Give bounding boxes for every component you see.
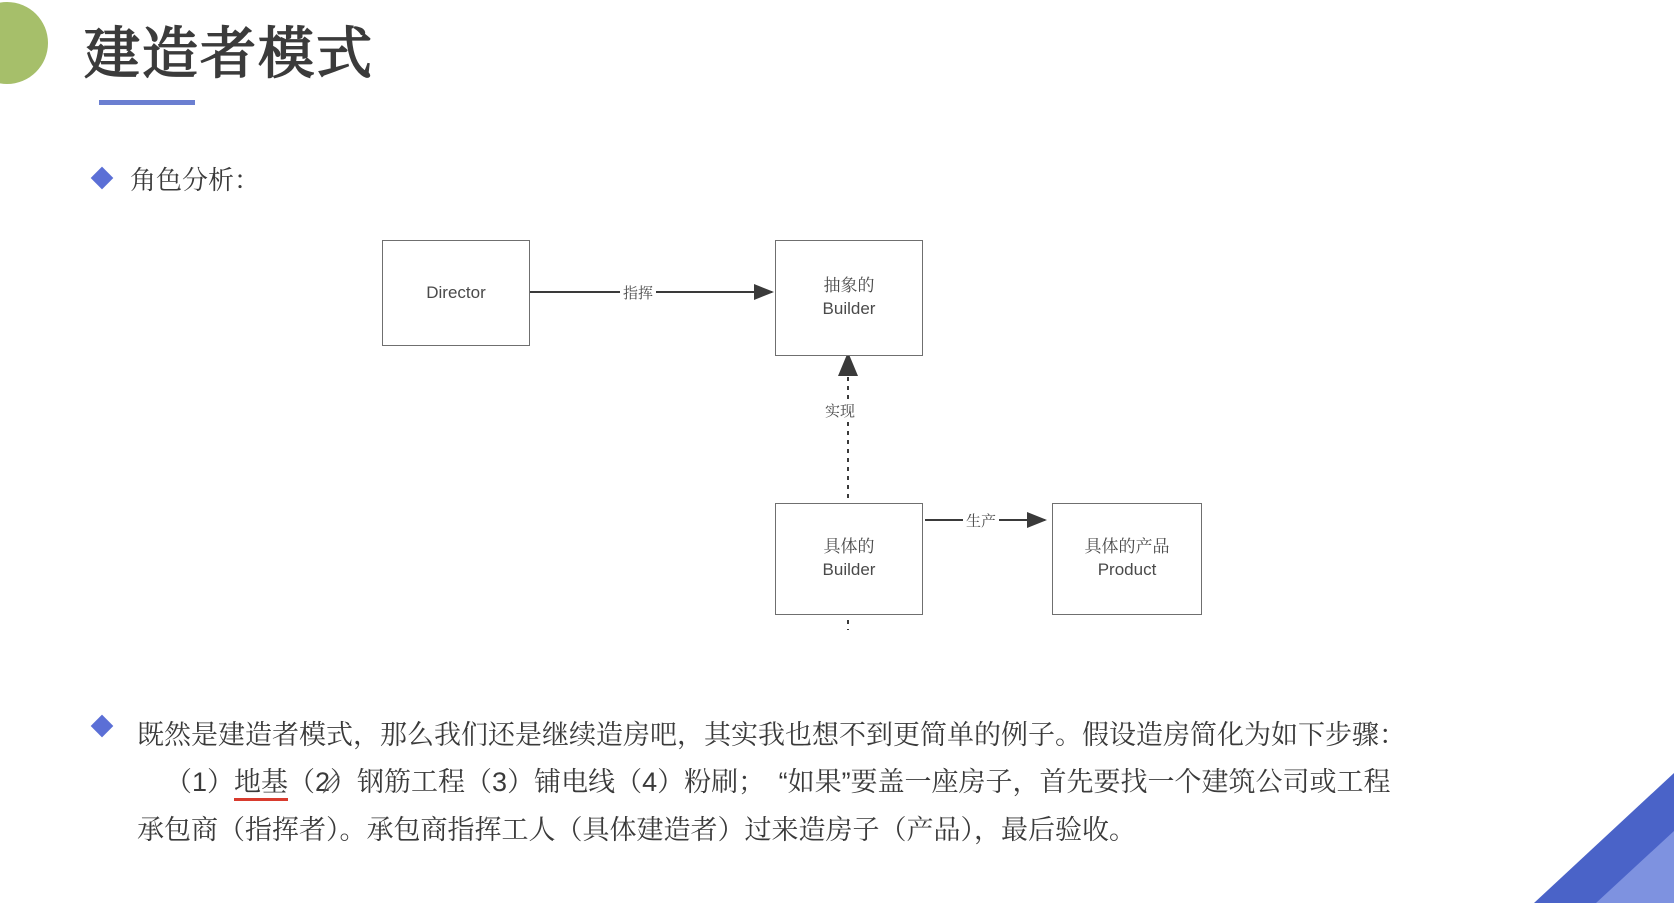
edge-label-implement: 实现	[822, 400, 858, 421]
node-concrete-builder-line-2: Builder	[822, 560, 876, 579]
page-title: 建造者模式	[84, 22, 374, 85]
node-director-line-1: Director	[426, 282, 486, 302]
node-concrete-builder-line-1: 具体的	[823, 537, 875, 557]
body-line-1: 既然是建造者模式，那么我们还是继续造房吧，其实我也想不到更简单的例子。假设造房简化为如下步骤：	[137, 720, 1406, 750]
body-line-2-prefix: （1）	[165, 767, 235, 798]
node-product-line-1: 具体的产品	[1084, 537, 1170, 557]
diagram-node-concrete-builder	[775, 503, 923, 615]
body-line-2-underlined: 地基	[234, 767, 288, 801]
pen-cursor-icon	[322, 772, 340, 794]
diagram-node-product	[1052, 503, 1202, 615]
node-abstract-builder-line-2: Builder	[822, 299, 876, 318]
body-line-2	[137, 759, 1637, 806]
body-line-3: 承包商（指挥者）。承包商指挥工人（具体建造者）过来造房子（产品），最后验收。	[137, 814, 1136, 845]
bullet-diamond-icon	[91, 167, 114, 190]
node-abstract-builder-line-1: 抽象的	[823, 276, 875, 296]
decorative-corner-triangle-small	[1596, 831, 1674, 903]
body-line-2-rest: （2）钢筋工程（3）铺电线（4）粉刷； “如果”要盖一座房子，首先要找一个建筑公司或工程	[288, 767, 1391, 798]
decorative-green-circle	[0, 2, 48, 84]
title-underline	[99, 100, 195, 105]
diagram-node-abstract-builder	[775, 240, 923, 356]
diagram-node-director	[382, 240, 530, 346]
bullet-label-role-analysis: 角色分析：	[130, 165, 261, 195]
node-product-line-2: Product	[1097, 560, 1157, 579]
builder-pattern-diagram	[0, 210, 1674, 630]
bullet-diamond-icon-2	[91, 715, 114, 738]
edge-label-direct: 指挥	[620, 282, 656, 303]
body-paragraph	[137, 712, 1637, 854]
edge-label-produce: 生产	[963, 510, 999, 531]
